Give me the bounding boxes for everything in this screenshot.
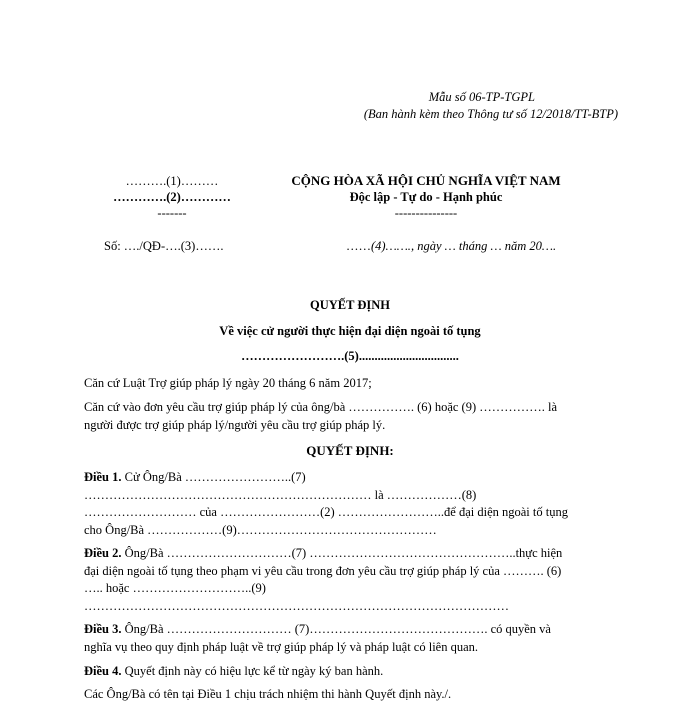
article-3 [84, 621, 618, 656]
form-issued-note: (Ban hành kèm theo Thông tư số 12/2018/TT-BTP) [363, 107, 618, 121]
date-line-rest: , ngày … tháng … năm 20…. [410, 239, 557, 253]
closing-line: Các Ông/Bà có tên tại Điều 1 chịu trách nhiệm thi hành Quyết định này./. [84, 687, 452, 701]
basis-law [84, 375, 618, 393]
agency-line-2: ………….(2)………… [113, 190, 231, 204]
article-1-label: Điều 1. [84, 470, 122, 484]
basis-request [84, 399, 618, 434]
national-title: CỘNG HÒA XÃ HỘI CHỦ NGHĨA VIỆT NAM [291, 173, 561, 188]
article-1 [84, 469, 618, 539]
article-2-line-1: Ông/Bà …………………………(7) …………………………………………..thực hiện [121, 546, 563, 560]
article-2-line-3: ….. hoặc ………………………..(9) [84, 581, 266, 595]
national-dash: --------------- [394, 206, 458, 220]
article-1-line-3: ……………………… của ……………………(2) ……………………..để đại diện ngoài tố tụng [84, 505, 568, 519]
doc-issuer: …………………….(5)................................ [241, 349, 459, 363]
form-code: Mẫu số 06-TP-TGPL [428, 90, 535, 104]
decide-heading: QUYẾT ĐỊNH: [306, 443, 394, 458]
doc-subject: Về việc cử người thực hiện đại diện ngoài tố tụng [219, 324, 481, 338]
article-1-line-1: Cử Ông/Bà ……………………..(7) [121, 470, 306, 484]
article-2-line-4: ………………………………………………………………………………………… [84, 598, 509, 613]
date-line-prefix: …… [346, 239, 371, 253]
agency-line-1: ……….(1)……… [125, 174, 219, 188]
article-1-line-4: cho Ông/Bà ………………(9)………………………………………… [84, 522, 437, 537]
article-4 [84, 663, 618, 681]
doc-title: QUYẾT ĐỊNH [310, 298, 390, 312]
article-1-line-2: …………………………………………………………… là ………………(8) [84, 487, 477, 502]
article-3-line-1: Ông/Bà ………………………… (7)……………………………………. có quyền và [121, 622, 551, 636]
date-line [346, 239, 556, 254]
article-2 [84, 545, 618, 615]
article-4-text: Quyết định này có hiệu lực kể từ ngày ký ban hành. [121, 664, 384, 678]
national-motto: Độc lập - Tự do - Hạnh phúc [349, 190, 503, 204]
basis-request-line-2: người được trợ giúp pháp lý/người yêu cầu trợ giúp pháp lý. [84, 417, 386, 432]
decision-number: Số: …./QĐ-….(3)……. [104, 239, 224, 253]
article-3-label: Điều 3. [84, 622, 122, 636]
article-2-label: Điều 2. [84, 546, 122, 560]
article-4-label: Điều 4. [84, 664, 122, 678]
basis-law-text: Căn cứ Luật Trợ giúp pháp lý ngày 20 tháng 6 năm 2017; [84, 376, 372, 390]
agency-dash: ------- [157, 206, 187, 220]
article-3-line-2: nghĩa vụ theo quy định pháp luật về trợ giúp pháp lý và pháp luật có liên quan. [84, 639, 479, 654]
date-line-place: (4)……. [371, 239, 411, 253]
article-2-line-2: đại diện ngoài tố tụng theo phạm vi yêu cầu trong đơn yêu cầu trợ giúp pháp lý của ………. (6) [84, 563, 562, 578]
basis-request-line-1: Căn cứ vào đơn yêu cầu trợ giúp pháp lý của ông/bà ……………. (6) hoặc (9) ……………. là [84, 400, 558, 414]
